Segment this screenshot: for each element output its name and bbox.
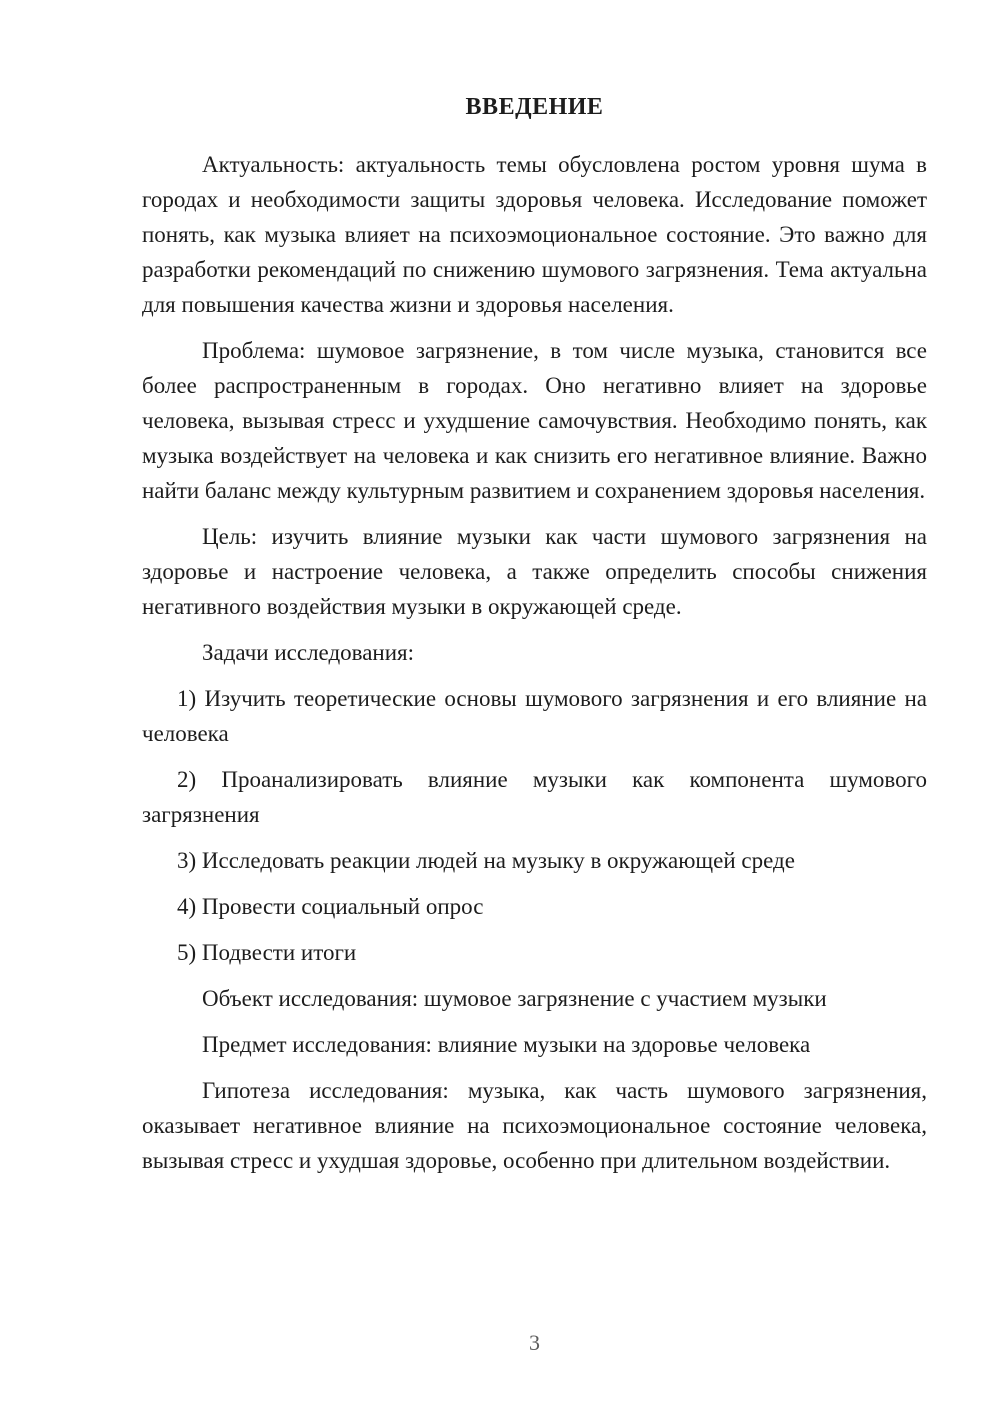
task-item-2: 2) Проанализировать влияние музыки как компонента шумового загрязнения <box>142 767 927 827</box>
task-item-4: 4) Провести социальный опрос <box>177 894 484 919</box>
page-number: 3 <box>529 1330 540 1355</box>
paragraph-subject: Предмет исследования: влияние музыки на здоровье человека <box>202 1032 811 1057</box>
task-item-1: 1) Изучить теоретические основы шумового загрязнения и его влияние на человека <box>142 686 927 746</box>
page-title: ВВЕДЕНИЕ <box>465 94 604 120</box>
paragraph-goal: Цель: изучить влияние музыки как части шумового загрязнения на здоровье и настроение человека, а также определить способы снижения негативного воздействия музыки в окружающей среде. <box>142 524 927 619</box>
task-item-3: 3) Исследовать реакции людей на музыку в окружающей среде <box>177 848 795 873</box>
paragraph-hypothesis: Гипотеза исследования: музыка, как часть шумового загрязнения, оказывает негативное влияние на психоэмоциональное состояние человека, вызывая стресс и ухудшая здоровье, особенно при длительном воздействии. <box>142 1078 927 1173</box>
task-item-5: 5) Подвести итоги <box>177 940 357 965</box>
tasks-heading: Задачи исследования: <box>202 640 415 665</box>
paragraph-actuality: Актуальность: актуальность темы обусловлена ростом уровня шума в городах и необходимости защиты здоровья человека. Исследование поможет понять, как музыка влияет на психоэмоциональное состояние. Это важно для разработки рекомендаций по снижению шумового загрязнения. Тема актуальна для повышения качества жизни и здоровья населения. <box>142 152 927 317</box>
paragraph-problem: Проблема: шумовое загрязнение, в том числе музыка, становится все более распространенным в городах. Оно негативно влияет на здоровье человека, вызывая стресс и ухудшение самочувствия. Необходимо понять, как музыка воздействует на человека и как снизить его негативное влияние. Важно найти баланс между культурным развитием и сохранением здоровья населения. <box>142 338 927 503</box>
paragraph-object: Объект исследования: шумовое загрязнение с участием музыки <box>202 986 827 1011</box>
